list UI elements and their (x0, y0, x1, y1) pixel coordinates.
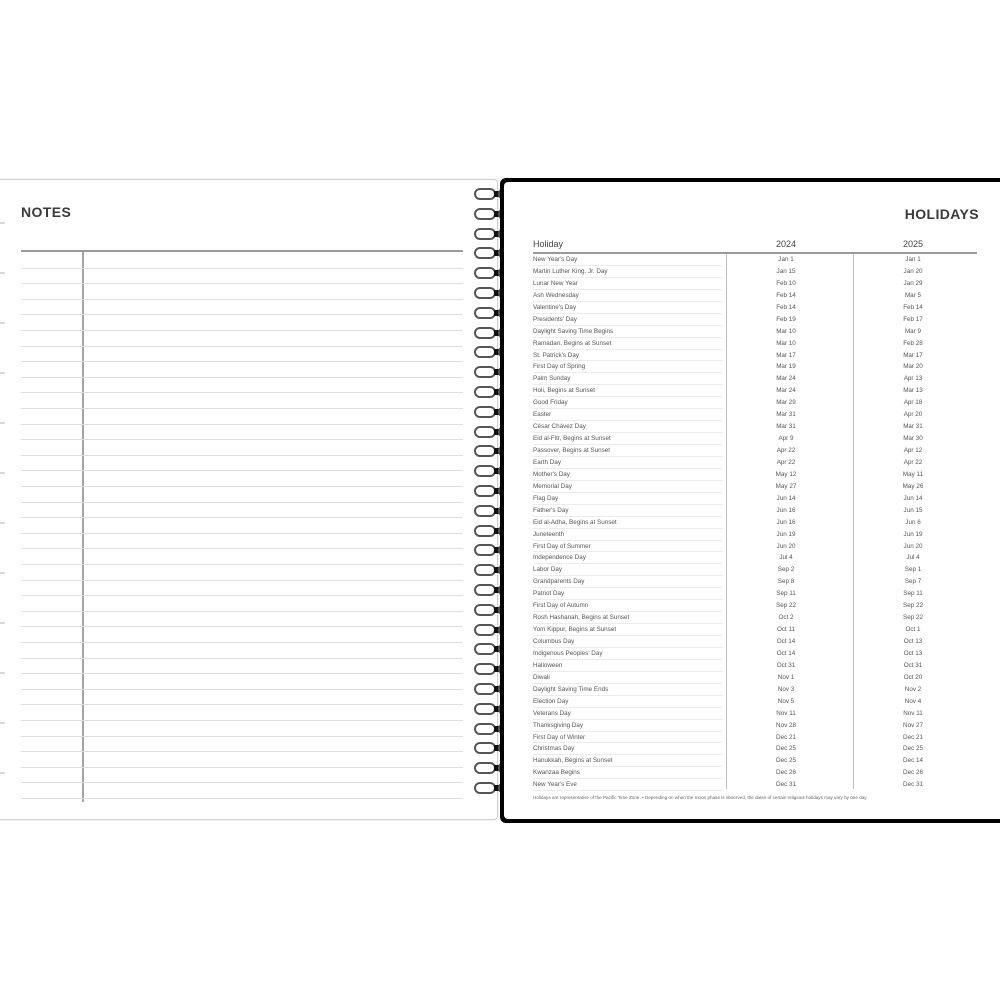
table-row (533, 278, 977, 290)
note-line (21, 361, 463, 362)
notes-page (0, 179, 498, 820)
note-line (21, 424, 463, 425)
holiday-date-2024: Dec 25 (776, 745, 796, 753)
holiday-date-2025: Dec 31 (903, 781, 923, 789)
holiday-date-2024: Oct 2 (778, 614, 794, 622)
holiday-name: New Year's Eve (533, 781, 577, 789)
note-line (21, 408, 463, 409)
holiday-date-2024: Dec 31 (776, 781, 796, 789)
holiday-name: Columbus Day (533, 638, 575, 645)
holiday-name: Daylight Saving Time Begins (533, 327, 614, 335)
holiday-date-2024: Nov 5 (777, 697, 795, 705)
holiday-date-2024: Mar 10 (776, 339, 796, 347)
note-line (21, 798, 463, 799)
table-row (533, 517, 977, 529)
holiday-date-2024: Nov 3 (777, 685, 795, 693)
table-row (533, 433, 977, 445)
punch-mark (0, 372, 5, 374)
holidays-page (504, 182, 1000, 819)
holiday-date-2025: Jan 20 (903, 267, 923, 275)
table-row (533, 290, 977, 302)
holiday-name: Daylight Saving Time Ends (533, 685, 609, 693)
punch-mark (0, 472, 5, 474)
holiday-name: Indigenous Peoples' Day (533, 649, 603, 657)
table-row (533, 481, 977, 493)
holiday-name: St. Patrick's Day (533, 351, 579, 359)
holiday-date-2025: Dec 21 (903, 733, 923, 741)
note-line (21, 751, 463, 752)
note-line (21, 377, 463, 378)
holiday-date-2024: Jan 1 (778, 256, 794, 263)
holiday-date-2025: Dec 26 (903, 769, 923, 777)
holiday-date-2025: Jun 19 (903, 530, 923, 538)
holiday-date-2024: Mar 29 (776, 399, 796, 407)
holiday-date-2025: Sep 7 (904, 578, 922, 586)
holiday-name: Ramadan, Begins at Sunset (533, 339, 612, 347)
table-row (533, 373, 977, 385)
holiday-date-2025: Jun 14 (903, 494, 923, 502)
table-row (533, 385, 977, 397)
holiday-date-2024: Apr 22 (776, 458, 796, 466)
note-line (21, 502, 463, 503)
holiday-name: Lunar New Year (533, 279, 578, 287)
punch-mark (0, 772, 5, 774)
punch-mark (0, 622, 5, 624)
note-line (21, 642, 463, 643)
holiday-name: Earth Day (533, 458, 561, 466)
table-row (533, 314, 977, 326)
holiday-name: César Chávez Day (533, 423, 586, 431)
holiday-name: Christmas Day (533, 745, 575, 753)
holiday-name: Labor Day (533, 566, 563, 574)
holiday-date-2025: Oct 13 (903, 649, 923, 657)
holiday-name: First Day of Summer (533, 542, 591, 550)
holiday-name: Hanukkah, Begins at Sunset (533, 757, 613, 765)
table-row (533, 636, 977, 648)
holiday-date-2025: Sep 22 (903, 602, 923, 610)
table-row (533, 266, 977, 278)
holiday-name: Rosh Hashanah, Begins at Sunset (533, 614, 630, 622)
holiday-name: First Day of Autumn (533, 602, 589, 610)
table-row (533, 708, 977, 720)
row-rule (533, 790, 723, 791)
holiday-name: Diwali (533, 673, 550, 681)
holiday-date-2025: Nov 27 (903, 721, 923, 729)
table-row (533, 720, 977, 732)
holiday-date-2025: Jun 6 (905, 518, 921, 526)
table-row (533, 732, 977, 744)
header-year-2024: 2024 (775, 239, 797, 249)
holiday-date-2025: Sep 11 (903, 590, 923, 598)
holiday-date-2025: Mar 31 (903, 423, 923, 431)
holiday-date-2024: Sep 2 (777, 566, 795, 574)
holiday-name: Easter (533, 411, 552, 419)
punch-mark (0, 222, 5, 224)
holiday-date-2024: Feb 14 (776, 303, 796, 311)
table-row (533, 779, 977, 791)
note-line (21, 626, 463, 627)
holiday-date-2024: Oct 11 (776, 626, 796, 634)
holidays-page-cover (500, 178, 1000, 823)
holiday-name: Halloween (533, 661, 563, 669)
holiday-date-2024: Feb 19 (776, 315, 796, 323)
holiday-date-2024: Apr 9 (778, 435, 794, 443)
note-line (21, 548, 463, 549)
holiday-date-2024: Nov 28 (776, 721, 796, 729)
holiday-date-2025: Mar 9 (904, 327, 922, 335)
holiday-date-2024: Jun 19 (776, 530, 796, 538)
holiday-date-2024: Nov 11 (776, 709, 796, 717)
note-line (21, 704, 463, 705)
holiday-name: Patriot Day (533, 590, 565, 598)
table-row (533, 505, 977, 517)
holiday-date-2024: Oct 14 (776, 649, 796, 657)
holiday-date-2025: Mar 30 (903, 435, 923, 443)
holiday-date-2025: Dec 14 (903, 757, 923, 765)
holiday-date-2024: Oct 31 (776, 661, 796, 669)
holiday-date-2025: May 11 (902, 470, 924, 478)
holiday-name: Martin Luther King, Jr. Day (533, 267, 608, 275)
note-line (21, 283, 463, 284)
holiday-date-2024: Sep 22 (776, 602, 796, 610)
holiday-name: Eid al-Fitr, Begins at Sunset (533, 435, 611, 443)
holiday-date-2025: Oct 31 (903, 661, 923, 669)
holiday-name: Election Day (533, 697, 569, 705)
punch-mark (0, 572, 5, 574)
holiday-date-2025: Nov 2 (904, 685, 922, 693)
table-row (533, 624, 977, 636)
holiday-date-2025: Nov 11 (903, 709, 923, 717)
table-row (533, 457, 977, 469)
holiday-name: Mother's Day (533, 470, 570, 478)
note-line (21, 736, 463, 737)
holiday-date-2025: Feb 28 (903, 339, 923, 347)
holiday-name: First Day of Winter (533, 733, 586, 741)
note-line (21, 767, 463, 768)
holiday-date-2024: Feb 14 (776, 291, 796, 299)
header-year-2025: 2025 (902, 239, 924, 249)
note-line (21, 689, 463, 690)
holiday-date-2024: Jun 14 (776, 494, 796, 502)
table-row (533, 338, 977, 350)
table-row (533, 552, 977, 564)
punch-mark (0, 722, 5, 724)
table-row (533, 588, 977, 600)
table-row (533, 576, 977, 588)
holiday-date-2025: Jan 1 (905, 256, 921, 263)
table-row (533, 421, 977, 433)
note-line (21, 595, 463, 596)
table-row (533, 672, 977, 684)
holiday-name: Passover, Begins at Sunset (533, 447, 611, 454)
holiday-date-2024: Jun 20 (776, 542, 796, 550)
holiday-date-2025: Mar 20 (903, 363, 923, 371)
note-line (21, 611, 463, 612)
holiday-date-2024: Sep 8 (777, 578, 795, 586)
note-line (21, 330, 463, 331)
holiday-date-2025: Feb 14 (903, 303, 923, 311)
note-line (21, 392, 463, 393)
holiday-date-2024: Nov 1 (777, 673, 795, 681)
holiday-date-2024: Apr 22 (776, 447, 796, 454)
holiday-date-2024: Dec 26 (776, 769, 796, 777)
holidays-table-header (533, 238, 977, 252)
holiday-date-2024: May 27 (775, 482, 797, 490)
note-line (21, 314, 463, 315)
holiday-date-2024: Sep 11 (776, 590, 796, 598)
table-row (533, 445, 977, 457)
table-row (533, 648, 977, 660)
holiday-name: First Day of Spring (533, 363, 586, 371)
table-row (533, 743, 977, 755)
holiday-date-2025: Apr 13 (903, 375, 923, 383)
table-row (533, 755, 977, 767)
holiday-date-2025: Jan 29 (903, 279, 923, 287)
table-row (533, 660, 977, 672)
holiday-name: Kwanzaa Begins (533, 769, 580, 777)
punch-mark (0, 522, 5, 524)
holiday-name: Veterans Day (533, 709, 571, 717)
holiday-name: Grandparents Day (533, 578, 585, 586)
punch-mark (0, 322, 5, 324)
note-line (21, 517, 463, 518)
holiday-name: Valentine's Day (533, 303, 577, 311)
holiday-date-2025: Sep 1 (904, 566, 922, 574)
note-line (21, 673, 463, 674)
holiday-name: New Year's Day (533, 256, 578, 263)
table-row (533, 493, 977, 505)
holiday-date-2025: Apr 22 (903, 458, 923, 466)
note-line (21, 439, 463, 440)
holiday-date-2025: Nov 4 (904, 697, 922, 705)
table-row (533, 302, 977, 314)
note-line (21, 486, 463, 487)
holiday-name: Yom Kippur, Begins at Sunset (533, 626, 617, 634)
note-line (21, 658, 463, 659)
note-line (21, 720, 463, 721)
holiday-date-2025: Jun 20 (903, 542, 923, 550)
holiday-date-2024: Mar 31 (776, 411, 796, 419)
punch-mark (0, 422, 5, 424)
note-line (21, 580, 463, 581)
note-line (21, 455, 463, 456)
note-line (21, 564, 463, 565)
table-row (533, 696, 977, 708)
holiday-name: Palm Sunday (533, 375, 571, 383)
table-row (533, 361, 977, 373)
holiday-date-2025: Jul 4 (906, 554, 920, 562)
notes-page-title: NOTES (21, 204, 72, 220)
holiday-date-2024: Jun 16 (776, 518, 796, 526)
note-line (21, 470, 463, 471)
table-row (533, 469, 977, 481)
holiday-date-2024: Mar 19 (776, 363, 796, 371)
holiday-date-2025: Mar 17 (903, 351, 923, 359)
punch-mark (0, 272, 5, 274)
holiday-date-2024: Feb 10 (776, 279, 796, 287)
holidays-footnote: Holidays are representative of the Pacific Time Zone. • Depending on when the moon phase is observed, the dates of certain religious holidays may vary by one day. (533, 795, 868, 800)
note-line (21, 533, 463, 534)
holiday-date-2025: May 26 (902, 482, 924, 490)
holidays-table-body (533, 254, 977, 791)
holiday-date-2024: Mar 24 (776, 387, 796, 395)
holiday-date-2024: Mar 31 (776, 423, 796, 431)
holiday-name: Ash Wednesday (533, 291, 579, 299)
notes-lined-area (21, 250, 463, 802)
holiday-date-2025: Apr 12 (903, 447, 923, 454)
table-row (533, 254, 977, 266)
holiday-name: Father's Day (533, 506, 569, 514)
holiday-name: Flag Day (533, 494, 559, 502)
note-line (21, 268, 463, 269)
holiday-date-2025: Sep 22 (903, 614, 923, 622)
table-row (533, 564, 977, 576)
holiday-date-2025: Feb 17 (903, 315, 923, 323)
table-row (533, 612, 977, 624)
holiday-name: Presidents' Day (533, 315, 577, 323)
holiday-name: Independence Day (533, 554, 586, 562)
holiday-date-2024: Dec 25 (776, 757, 796, 765)
holiday-date-2024: May 12 (775, 470, 797, 478)
holiday-date-2024: Jan 15 (776, 267, 796, 275)
holiday-date-2025: Mar 5 (904, 291, 922, 299)
note-line (21, 299, 463, 300)
table-row (533, 541, 977, 553)
holiday-date-2025: Oct 1 (905, 626, 921, 634)
holiday-date-2025: Dec 25 (903, 745, 923, 753)
holiday-date-2024: Jun 16 (776, 506, 796, 514)
holidays-page-title: HOLIDAYS (904, 206, 979, 222)
holiday-name: Memorial Day (533, 482, 572, 490)
holiday-name: Juneteenth (533, 530, 565, 538)
holiday-date-2025: Mar 13 (903, 387, 923, 395)
holiday-date-2024: Oct 14 (776, 638, 796, 645)
holiday-date-2024: Mar 17 (776, 351, 796, 359)
holiday-name: Good Friday (533, 399, 568, 407)
table-row (533, 397, 977, 409)
holiday-date-2025: Apr 20 (903, 411, 923, 419)
holiday-name: Holi, Begins at Sunset (533, 387, 595, 395)
holiday-date-2024: Mar 10 (776, 327, 796, 335)
header-holiday: Holiday (533, 239, 564, 249)
holiday-date-2025: Jun 15 (903, 506, 923, 514)
holiday-date-2025: Oct 20 (903, 673, 923, 681)
table-row (533, 350, 977, 362)
holiday-date-2024: Dec 21 (776, 733, 796, 741)
table-row (533, 684, 977, 696)
punch-mark (0, 672, 5, 674)
note-line (21, 346, 463, 347)
table-row (533, 326, 977, 338)
note-line (21, 782, 463, 783)
table-row (533, 600, 977, 612)
holiday-date-2025: Apr 18 (903, 399, 923, 407)
holiday-date-2024: Jul 4 (779, 554, 793, 562)
holiday-date-2025: Oct 13 (903, 638, 923, 645)
holiday-name: Thanksgiving Day (533, 721, 584, 729)
table-row (533, 767, 977, 779)
table-row (533, 529, 977, 541)
holiday-date-2024: Mar 24 (776, 375, 796, 383)
table-row (533, 409, 977, 421)
holiday-name: Eid al-Adha, Begins at Sunset (533, 518, 617, 526)
